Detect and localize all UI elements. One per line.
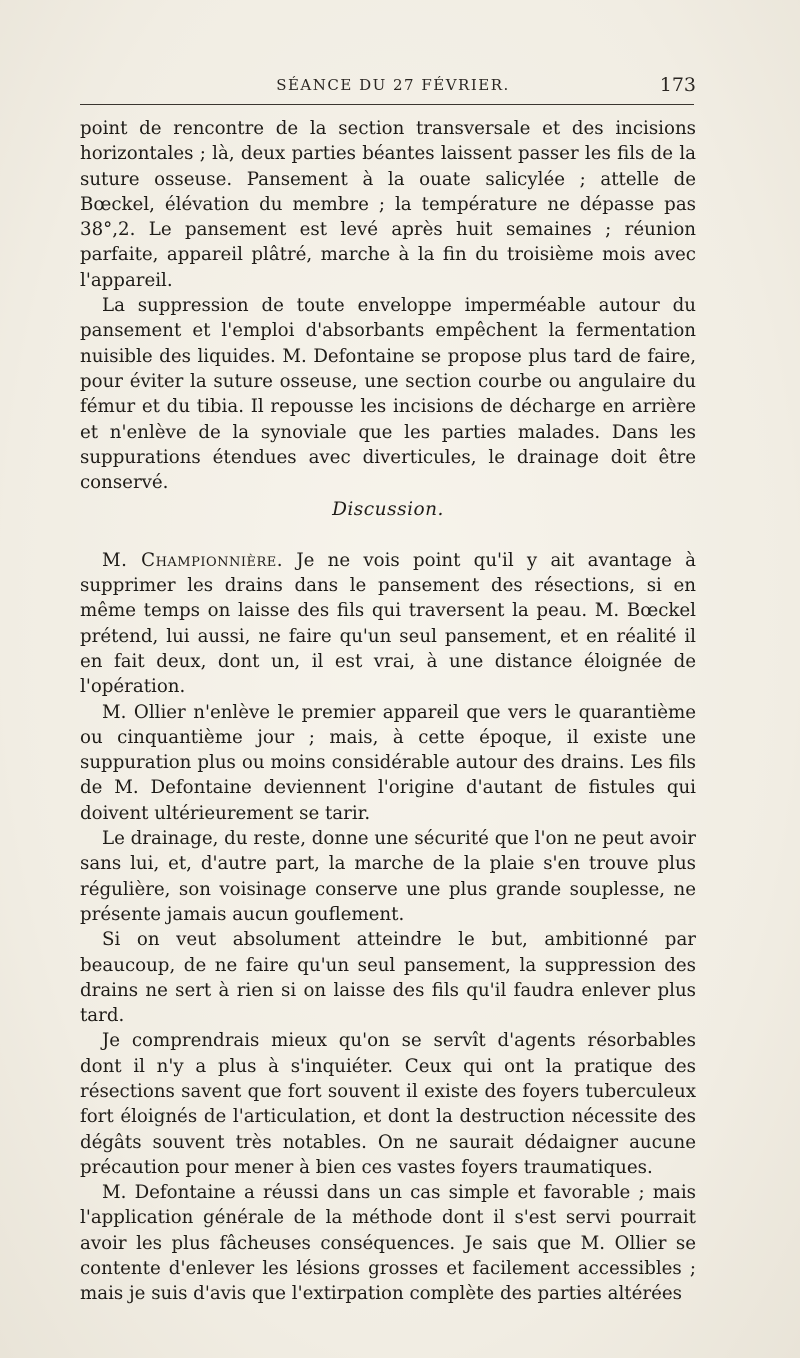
header-rule xyxy=(80,104,694,105)
paragraph: Le drainage, du reste, donne une sécurité que l'on ne peut avoir sans lui, et, d'autre part, la marche de la plaie s'en trouve plus régulière, son voisinage conserve une plus grande souplesse, ne présente jamais aucun gouflement. xyxy=(80,828,696,925)
paragraph: M. Defontaine a réussi dans un cas simple et favorable ; mais l'application générale de la méthode dont il s'est servi pourrait avoir les plus fâcheuses conséquences. Je sais que M. Ollier se contente d'enlever les lésions grosses et facilement accessibles ; mais je suis d'avis que l'extirpation complète des parties altérées xyxy=(80,1182,696,1305)
paragraph: Je comprendrais mieux qu'on se servît d'agents résorbables dont il n'y a plus à s'inquiéter. Ceux qui ont la pratique des résections savent que fort souvent il existe des foyers tuberculeux fort éloignés de l'articulation, et dont la destruction nécessite des dégâts souvent très notables. On ne saurait dédaigner aucune précaution pour mener à bien ces vastes foyers traumatiques. xyxy=(80,1030,696,1178)
paragraph-text: Je ne vois point qu'il y ait avantage à supprimer les drains dans le pansement des résections, si en même temps on laisse des fils qui traversent la peau. M. Bœckel prétend, lui aussi, ne faire qu'un seul pansement, et en réalité il en fait deux, dont un, il est vrai, à une distance éloignée de l'opération. xyxy=(80,549,696,698)
speaker-name: M. Championnière. xyxy=(102,549,284,571)
page-number: 173 xyxy=(659,74,696,96)
running-head xyxy=(80,76,696,98)
paragraph: La suppression de toute enveloppe imperméable autour du pansement et l'emploi d'absorbants empêchent la fermentation nuisible des liquides. M. Defontaine se propose plus tard de faire, pour éviter la suture osseuse, une section courbe ou angulaire du fémur et du tibia. Il repousse les incisions de décharge en arrière et n'enlève de la synoviale que les parties malades. Dans les suppurations étendues avec diverticules, le drainage doit être conservé. xyxy=(80,295,696,494)
paragraph xyxy=(80,548,696,700)
running-title: SÉANCE DU 27 FÉVRIER. xyxy=(276,76,510,94)
section-heading: Discussion. xyxy=(332,499,444,521)
paragraph: Si on veut absolument atteindre le but, ambitionné par beaucoup, de ne faire qu'un seul pansement, la suppression des drains ne sert à rien si on laisse des fils qu'il faudra enlever plus tard. xyxy=(80,929,696,1027)
paragraph: M. Ollier n'enlève le premier appareil que vers le quarantième ou cinquantième jour ; mais, à cette époque, il existe une suppuration plus ou moins considérable autour des drains. Les fils de M. Defontaine deviennent l'origine d'autant de fistules qui doivent ultérieurement se tarir. xyxy=(80,701,696,824)
body-text xyxy=(80,116,696,1307)
paragraph: point de rencontre de la section transversale et des incisions horizontales ; là, deux parties béantes laissent passer les fils de la suture osseuse. Pansement à la ouate salicylée ; attelle de Bœckel, élévation du membre ; la température ne dépasse pas 38°,2. Le pansement est levé après huit semaines ; réunion parfaite, appareil plâtré, marche à la fin du troisième mois avec l'appareil. xyxy=(80,118,696,291)
